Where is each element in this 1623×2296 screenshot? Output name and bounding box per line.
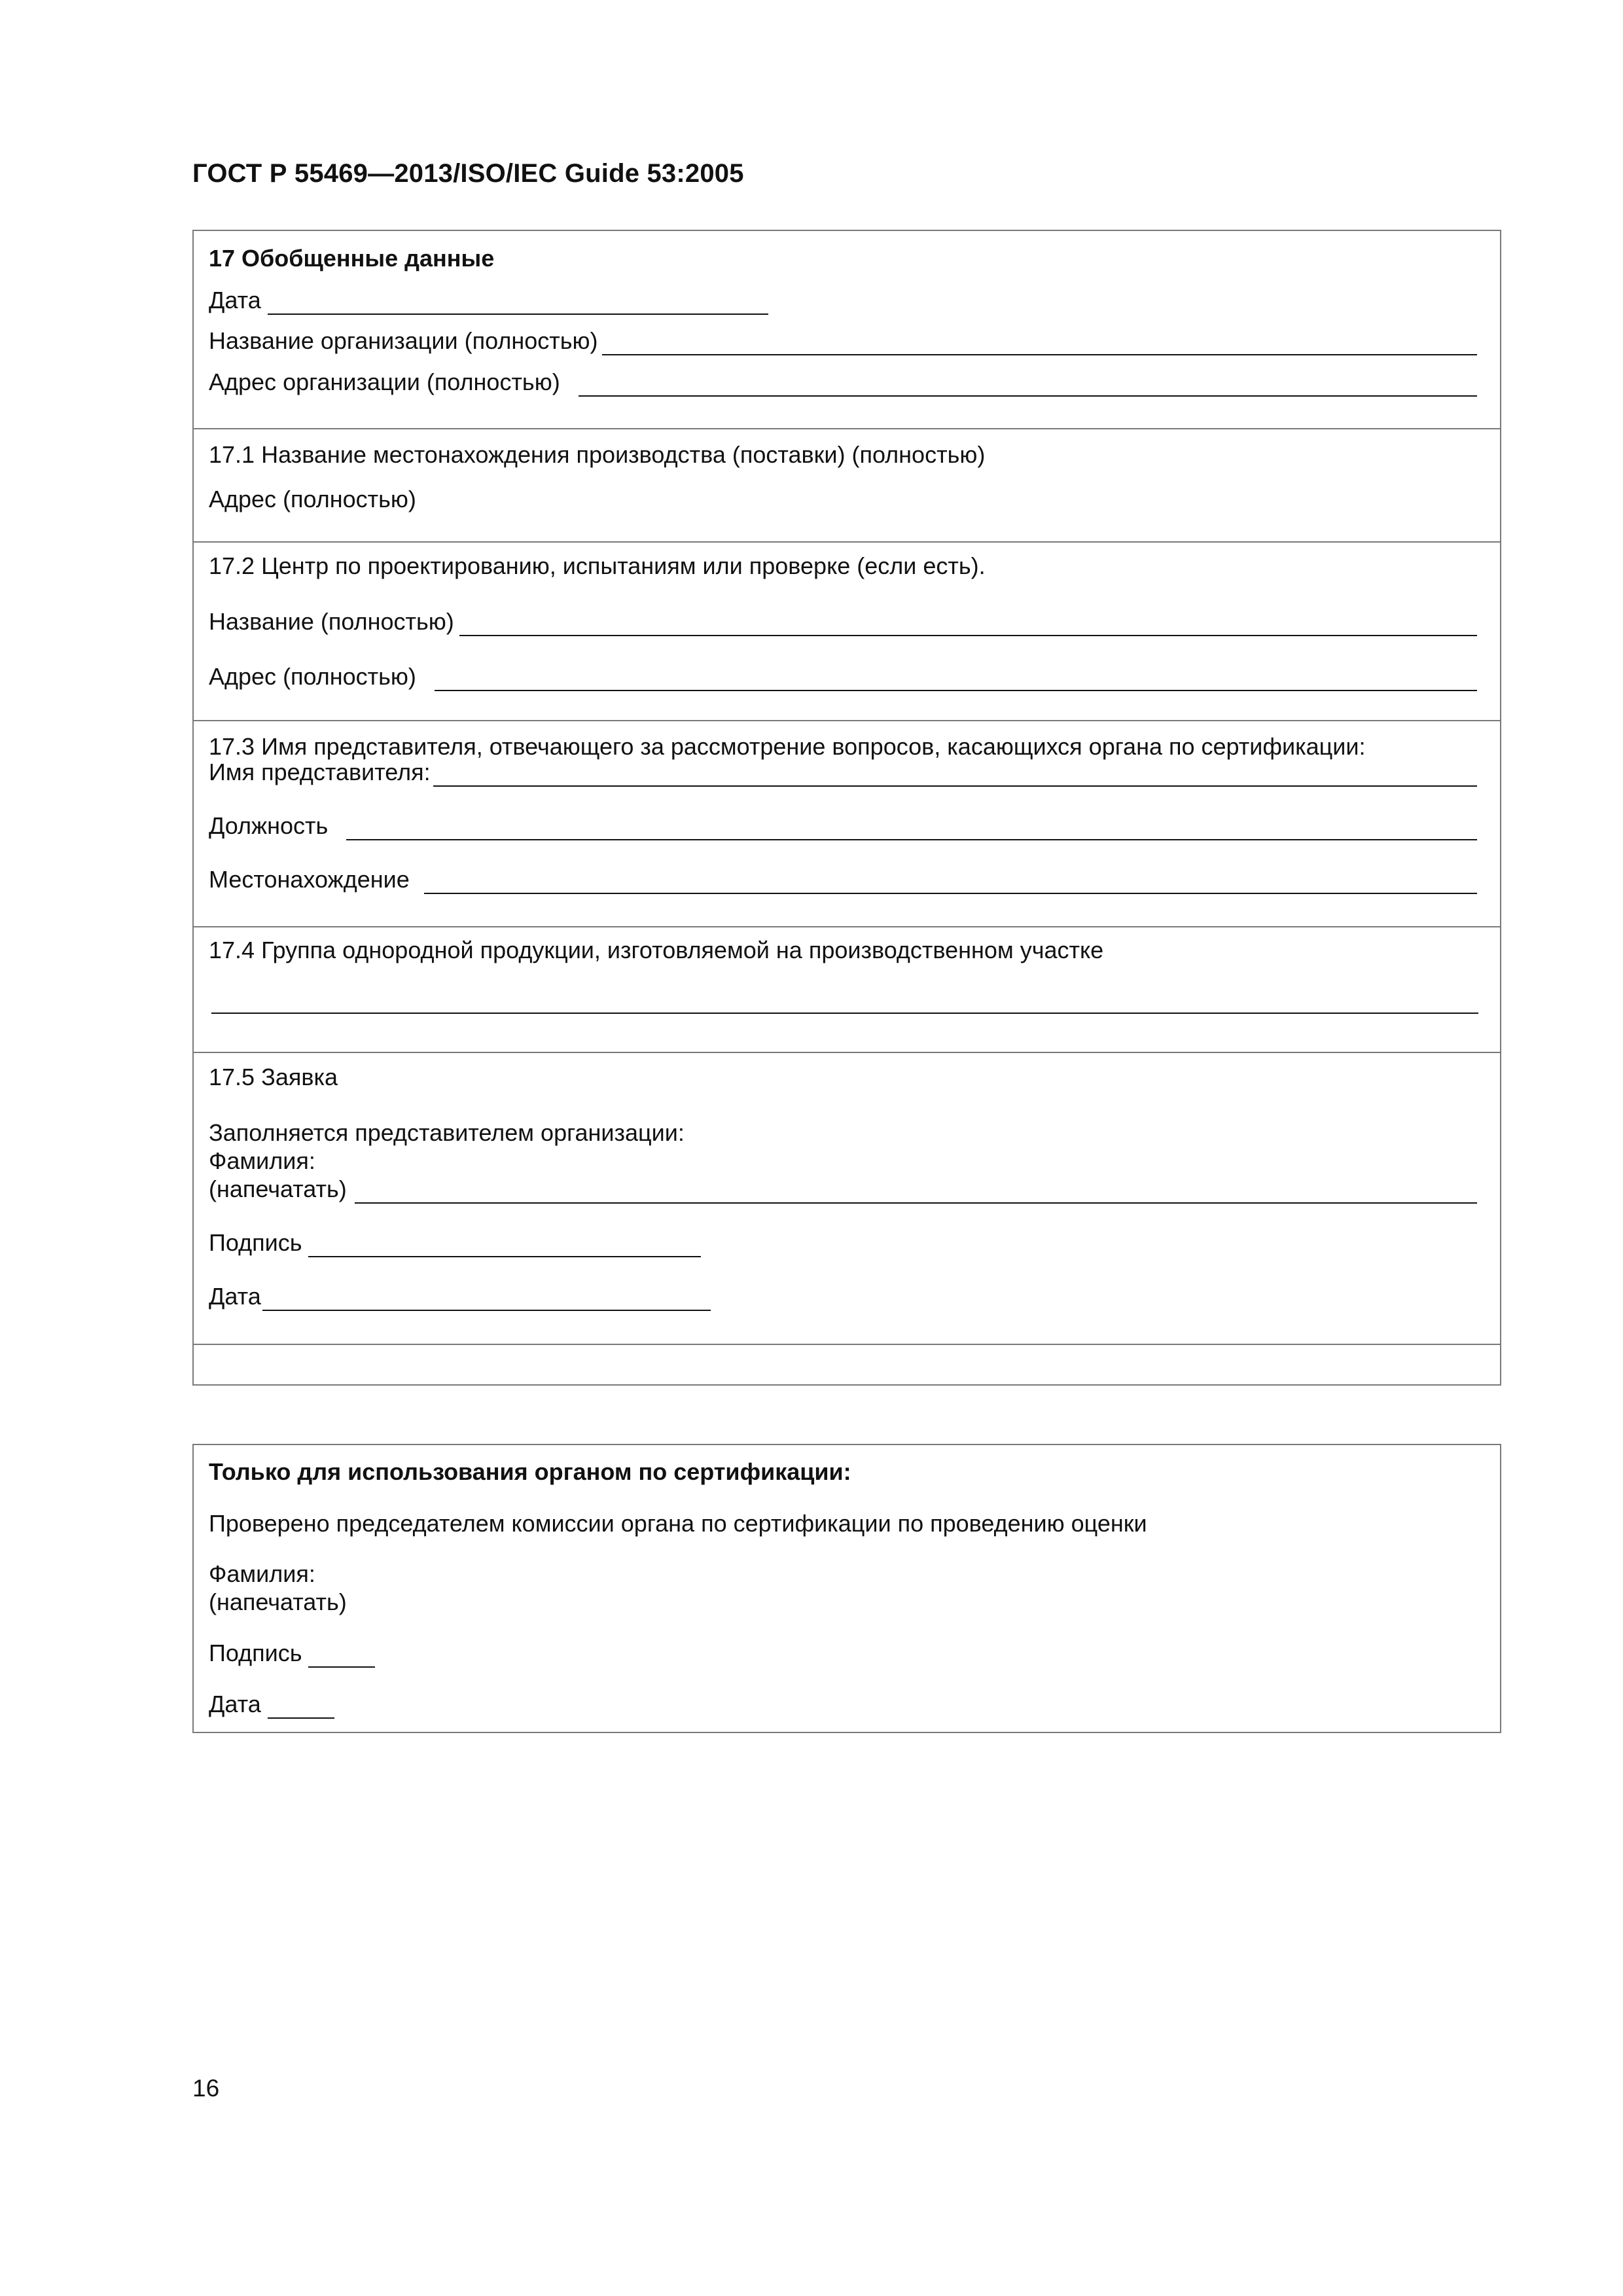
org-address-field[interactable] [579,372,1477,397]
signature-field[interactable] [308,1232,701,1257]
cb-date-label: Дата [209,1691,261,1717]
section-17-4-title: 17.4 Группа однородной продукции, изготовляемой на производственном участке [209,937,1104,963]
location-label: Местонахождение [209,866,410,893]
location-row [209,865,1477,894]
application-date-field[interactable] [262,1286,711,1311]
application-date-label: Дата [209,1283,261,1310]
application-date-row [209,1282,711,1311]
section-17-1-address-label: Адрес (полностью) [209,486,416,512]
rep-name-row [209,758,1477,787]
cb-signature-field[interactable] [308,1643,375,1668]
org-name-field[interactable] [602,331,1478,355]
date-field[interactable] [268,290,768,315]
rep-name-label: Имя представителя: [209,759,431,785]
org-address-row [209,368,1477,397]
section-17-2-title: 17.2 Центр по проектированию, испытаниям или проверке (если есть). [209,552,986,579]
cb-signature-label: Подпись [209,1640,302,1666]
cb-use-title: Только для использования органом по сертификации: [209,1458,851,1485]
page-number: 16 [192,2075,220,2102]
filled-by-label: Заполняется представителем организации: [209,1119,685,1146]
cb-date-field[interactable] [268,1694,334,1719]
section-17-3 [194,721,1500,927]
org-name-row [209,327,1477,355]
surname-label: Фамилия: [209,1147,315,1174]
document-header: ГОСТ Р 55469—2013/ISO/IEC Guide 53:2005 [192,159,744,188]
cb-signature-row [209,1639,375,1668]
cb-date-row [209,1690,334,1719]
cb-print-label: (напечатать) [209,1588,347,1615]
section-17 [194,231,1500,429]
section-17-1-title: 17.1 Название местонахождения производства (поставки) (полностью) [209,441,986,468]
print-name-field[interactable] [355,1179,1477,1204]
section-17-5-title: 17.5 Заявка [209,1064,338,1090]
center-address-label: Адрес (полностью) [209,663,416,690]
position-field[interactable] [346,816,1477,840]
cb-checked-by: Проверено председателем комиссии органа по сертификации по проведению оценки [209,1510,1147,1537]
org-name-label: Название организации (полностью) [209,327,598,354]
org-address-label: Адрес организации (полностью) [209,368,560,395]
center-address-field[interactable] [435,666,1477,691]
center-name-field[interactable] [459,611,1477,636]
certification-body-use-box [192,1444,1501,1733]
empty-row [194,1345,1500,1385]
section-17-5 [194,1053,1500,1345]
section-17-4 [194,927,1500,1053]
center-name-row [209,607,1477,636]
rep-name-field[interactable] [433,762,1477,787]
section-17-2 [194,543,1500,721]
print-name-row [209,1175,1477,1204]
date-row [209,286,768,315]
signature-row [209,1229,701,1257]
print-label: (напечатать) [209,1175,347,1202]
section-17-3-title: 17.3 Имя представителя, отвечающего за рассмотрение вопросов, касающихся органа по сертификации: [209,733,1366,760]
center-address-row [209,662,1477,691]
position-row [209,812,1477,840]
date-label: Дата [209,287,261,314]
product-group-field[interactable] [211,1013,1478,1014]
position-label: Должность [209,812,329,839]
cb-surname-label: Фамилия: [209,1560,315,1587]
center-name-label: Название (полностью) [209,608,454,635]
section-17-1 [194,429,1500,543]
general-data-form [192,230,1501,1386]
location-field[interactable] [424,869,1477,894]
section-17-title: 17 Обобщенные данные [209,245,495,272]
signature-label: Подпись [209,1229,302,1256]
